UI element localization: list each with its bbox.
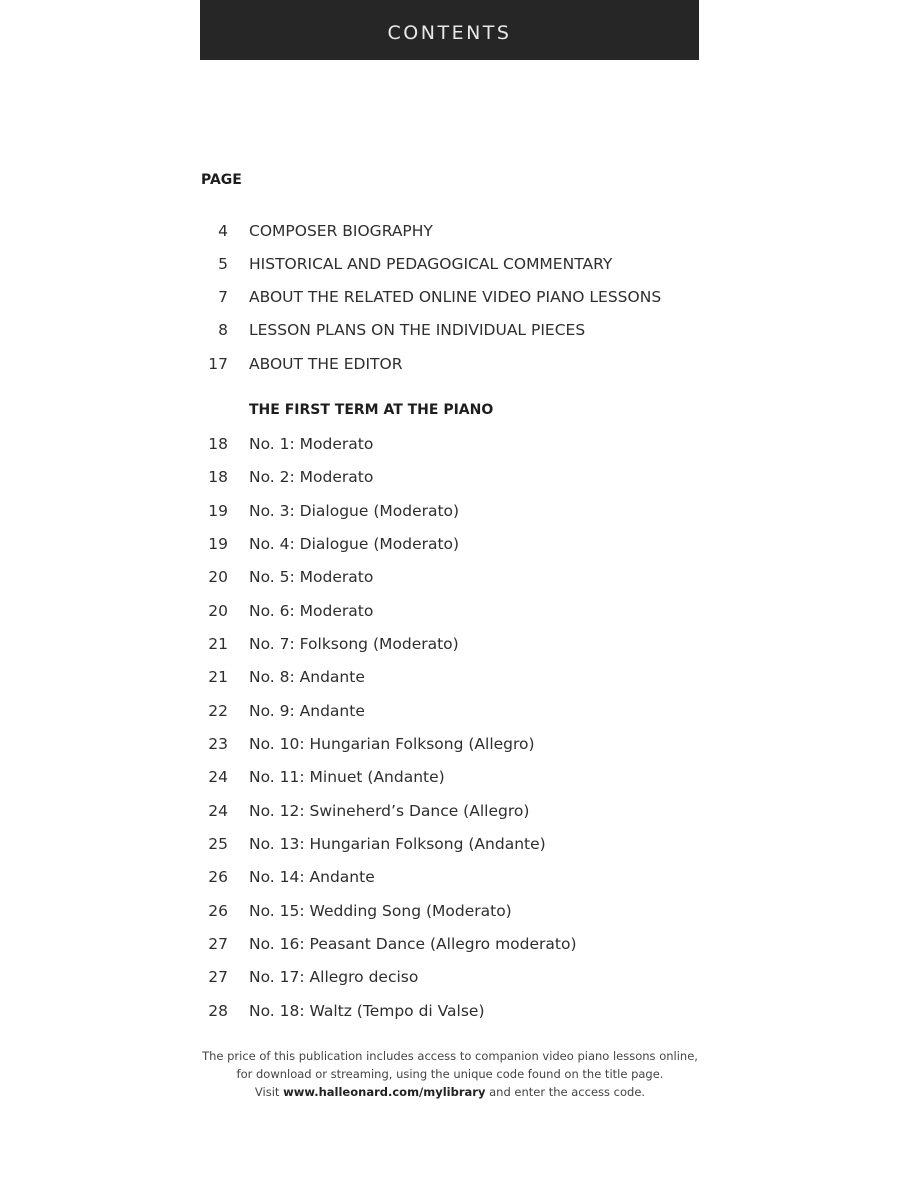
toc-page-number: 25 [208,835,228,853]
toc-entry-title: No. 1: Moderato [249,435,374,453]
toc-page-number: 19 [208,535,228,553]
toc-entry[interactable] [0,668,900,688]
toc-page-number: 20 [208,602,228,620]
toc-entry[interactable] [0,768,900,788]
toc-entry[interactable] [0,255,900,275]
access-note [0,1047,900,1101]
toc-entry[interactable] [0,222,900,242]
toc-page-number: 4 [218,222,228,240]
toc-entry-title: ABOUT THE RELATED ONLINE VIDEO PIANO LESSONS [249,288,662,306]
toc-page-number: 21 [208,635,228,653]
toc-entry-title: No. 9: Andante [249,702,365,720]
toc-page-number: 20 [208,568,228,586]
toc-entry[interactable] [0,321,900,341]
access-note-line: for download or streaming, using the unique code found on the title page. [236,1067,664,1081]
library-link[interactable]: www.halleonard.com/mylibrary [283,1085,486,1099]
toc-entry[interactable] [0,535,900,555]
toc-page-number: 21 [208,668,228,686]
access-note-line: The price of this publication includes access to companion video piano lessons online, [202,1049,698,1063]
toc-page-number: 26 [208,868,228,886]
toc-entry[interactable] [0,702,900,722]
toc-entry-title: No. 15: Wedding Song (Moderato) [249,902,512,920]
toc-entry-title: No. 13: Hungarian Folksong (Andante) [249,835,546,853]
toc-page-number: 7 [218,288,228,306]
toc-entry[interactable] [0,835,900,855]
toc-entry-title: No. 6: Moderato [249,602,374,620]
toc-entry[interactable] [0,868,900,888]
toc-entry-title: HISTORICAL AND PEDAGOGICAL COMMENTARY [249,255,613,273]
toc-entry-title: No. 14: Andante [249,868,375,886]
toc-entry-title: No. 16: Peasant Dance (Allegro moderato) [249,935,577,953]
toc-page-number: 24 [208,768,228,786]
toc-page-number: 24 [208,802,228,820]
visit-prefix: Visit [254,1085,284,1099]
toc-entry[interactable] [0,902,900,922]
toc-page-number: 28 [208,1002,228,1020]
toc-entry-title: No. 11: Minuet (Andante) [249,768,445,786]
toc-page-number: 8 [218,321,228,339]
section-heading: THE FIRST TERM AT THE PIANO [249,402,494,418]
toc-entry[interactable] [0,355,900,375]
toc-entry[interactable] [0,568,900,588]
toc-page-number: 18 [208,435,228,453]
visit-suffix: and enter the access code. [485,1085,646,1099]
toc-entry[interactable] [0,502,900,522]
toc-page-number: 18 [208,468,228,486]
toc-entry[interactable] [0,935,900,955]
toc-entry[interactable] [0,635,900,655]
toc-entry[interactable] [0,968,900,988]
toc-entry-title: No. 5: Moderato [249,568,374,586]
toc-page-number: 17 [208,355,228,373]
page-column-label: PAGE [201,172,242,188]
toc-page-number: 27 [208,968,228,986]
toc-page-number: 26 [208,902,228,920]
toc-page-number: 5 [218,255,228,273]
toc-entry[interactable] [0,288,900,308]
toc-entry[interactable] [0,735,900,755]
toc-entry-title: No. 12: Swineherd’s Dance (Allegro) [249,802,530,820]
toc-entry-title: No. 3: Dialogue (Moderato) [249,502,460,520]
toc-entry-title: COMPOSER BIOGRAPHY [249,222,433,240]
toc-entry-title: No. 7: Folksong (Moderato) [249,635,459,653]
toc-entry-title: ABOUT THE EDITOR [249,355,403,373]
access-note-line [0,1083,900,1101]
toc-entry-title: No. 17: Allegro deciso [249,968,419,986]
toc-entry-title: No. 2: Moderato [249,468,374,486]
contents-title: CONTENTS [387,22,512,44]
toc-entry[interactable] [0,435,900,455]
toc-entry-title: No. 8: Andante [249,668,365,686]
toc-entry[interactable] [0,1002,900,1022]
toc-entry-title: LESSON PLANS ON THE INDIVIDUAL PIECES [249,321,586,339]
toc-page-number: 27 [208,935,228,953]
toc-entry-title: No. 10: Hungarian Folksong (Allegro) [249,735,535,753]
toc-page-number: 22 [208,702,228,720]
toc-entry[interactable] [0,602,900,622]
contents-banner [200,0,699,60]
toc-entry-title: No. 18: Waltz (Tempo di Valse) [249,1002,485,1020]
toc-entry[interactable] [0,802,900,822]
toc-page-number: 19 [208,502,228,520]
toc-entry[interactable] [0,468,900,488]
toc-page-number: 23 [208,735,228,753]
toc-entry-title: No. 4: Dialogue (Moderato) [249,535,460,553]
